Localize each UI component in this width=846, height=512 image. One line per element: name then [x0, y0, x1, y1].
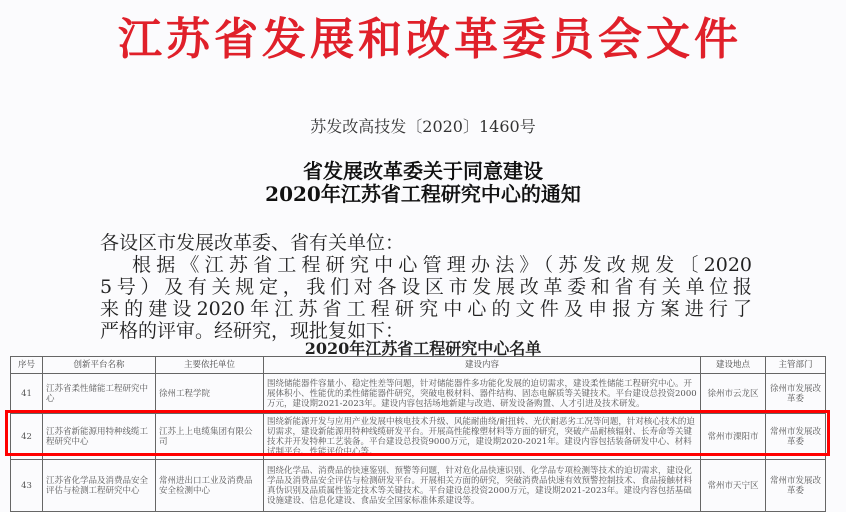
row-number: 41: [11, 374, 43, 414]
notice-title-line1: 省发展改革委关于同意建设: [303, 159, 543, 183]
row-number: 42: [11, 414, 43, 460]
platform-name: 江苏省柔性储能工程研究中心: [43, 374, 156, 414]
table-row: [11, 460, 826, 512]
construction-content: 围绕化学品、消费品的快速鉴别、预警等问题，针对危化品快速识别、化学品专项检测等技术的迫切需求，建设化学品及消费品安全评估与检测研发平台。开展相关方面的研究，突破消费品快速有效预警控制技术、食品接触材料真伪识别及品质属性鉴定技术等关键技术。平台建设总投资2000万元，建设期2021-2023年。建设内容包括基础设施建设、信息化建设、食品安全国家标准体系建设等。: [264, 460, 701, 512]
notice-title-line2: 2020年江苏省工程研究中心的通知: [265, 182, 581, 206]
platform-name: 江苏省新能源用特种线缆工程研究中心: [43, 414, 156, 460]
body-line: 5号）及有关规定，我们对各设区市发展改革委和省有关单位报: [100, 276, 752, 298]
column-header: 主管部门: [766, 357, 826, 374]
department: 常州市发展改革委: [766, 460, 826, 512]
department: 常州市发展改革委: [766, 414, 826, 460]
department: 徐州市发展改革委: [766, 374, 826, 414]
row-number: 43: [11, 460, 43, 512]
construction-content: 围绕储能器件容量小、稳定性差等问题，针对储能器件多功能化发展的迫切需求，建设柔性储能工程研究中心。开展体积小、性能优的柔性储能器件研究，突破电极材料、器件结构、固态电解质等关键技术。平台建设总投资2000万元，建设期2021-2023年。建设内容包括场地新建与改造、研发设备购置、人才引进及技术研发。: [264, 374, 701, 414]
table-title: 2020年江苏省工程研究中心名单: [304, 339, 542, 358]
document-header-title: 江苏省发展和改革委员会文件: [118, 14, 738, 65]
column-header: 序号: [11, 357, 43, 374]
location: 徐州市云龙区: [701, 374, 766, 414]
body-line: 来的建设2020年江苏省工程研究中心的文件及申报方案进行了: [100, 298, 752, 320]
column-header: 创新平台名称: [43, 357, 156, 374]
host-unit: 江苏上上电缆集团有限公司: [156, 414, 264, 460]
document-number: 苏发改高技发〔2020〕1460号: [310, 117, 536, 136]
location: 常州市天宁区: [701, 460, 766, 512]
body-line: 严格的评审。经研究，现批复如下：: [100, 320, 405, 342]
salutation: 各设区市发展改革委、省有关单位：: [100, 232, 405, 254]
column-header: 主要依托单位: [156, 357, 264, 374]
table-row: [11, 374, 826, 414]
construction-content: 围绕新能源开发与应用产业发展中核电技术升级、风能耐曲绕/耐扭转、光伏耐恶劣工况等问题，针对核心技术的迫切需求，建设新能源用特种线缆研发平台。开展高性能橡塑材料等方面的研究，突破产品耐核辐射、长寿命等关键技术并开发特种工艺装备。平台建设总投资9000万元，建设期2020-2021年。建设内容包括装备研发中心、材料试制平台、性能评价中心等。: [264, 414, 701, 460]
column-header: 建设地点: [701, 357, 766, 374]
platform-name: 江苏省化学品及消费品安全评估与检测工程研究中心: [43, 460, 156, 512]
body-line: 根据《江苏省工程研究中心管理办法》（苏发改规发〔2020: [132, 254, 752, 276]
highlight-box: [5, 410, 830, 456]
host-unit: 常州进出口工业及消费品安全检测中心: [156, 460, 264, 512]
location: 常州市溧阳市: [701, 414, 766, 460]
column-header: 建设内容: [264, 357, 701, 374]
host-unit: 徐州工程学院: [156, 374, 264, 414]
